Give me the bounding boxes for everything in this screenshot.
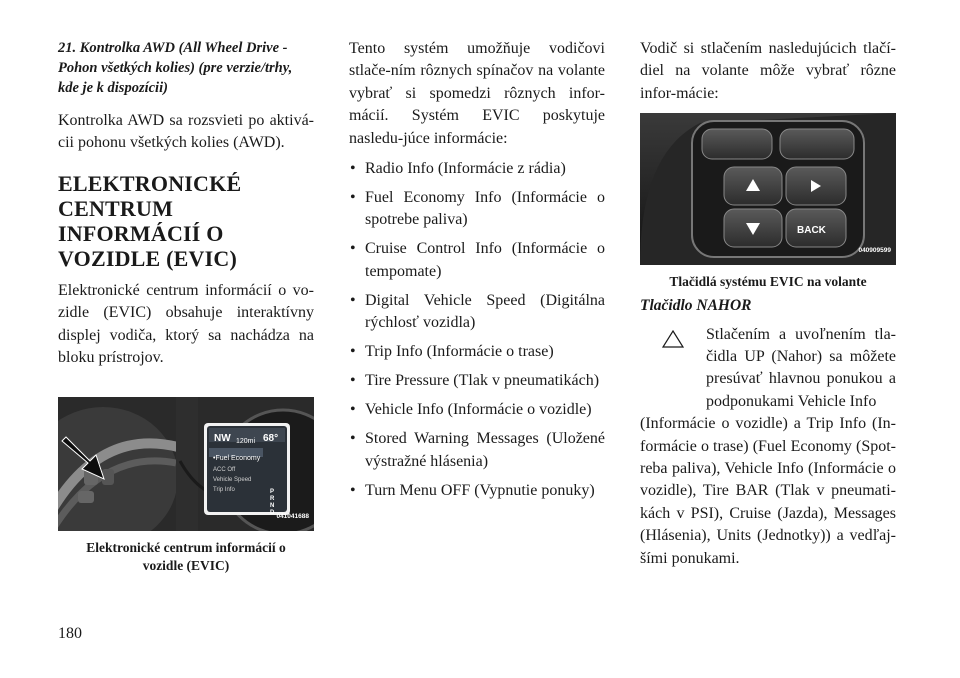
display-menu-item: •Fuel Economy xyxy=(213,455,261,463)
list-item: • Fuel Economy Info (Informácie o spotrebe paliva) xyxy=(349,187,605,232)
column-left xyxy=(58,38,314,575)
list-item: • Trip Info (Informácie o trase) xyxy=(349,341,605,363)
gear-letter: N xyxy=(270,503,275,510)
evic-intro: Elektronické centrum informácií o vo-zidle (EVIC) obsahuje interaktívny displej vodiča, ktorý sa nachádza na bloku prístrojov. xyxy=(58,281,314,367)
evic-title-line: CENTRUM xyxy=(58,195,174,221)
list-item: • Digital Vehicle Speed (Digitálna rýchlosť vozidla) xyxy=(349,290,605,335)
page-number: 180 xyxy=(58,625,82,642)
evic-cluster-figure xyxy=(58,397,314,531)
gear-letter: P xyxy=(270,489,275,496)
caption-line: Elektronické centrum informácií o xyxy=(86,540,286,556)
list-item: • Turn Menu OFF (Vypnutie ponuky) xyxy=(349,480,605,502)
list-item: • Stored Warning Messages (Uložené výstražné hlásenia) xyxy=(349,428,605,473)
evic-system-intro: Tento systém umožňuje vodičovi stlače-ním rôznych spínačov na volante vybrať si spomedzi rôznych infor-mácií. Systém EVIC poskytuje nasledu-júce informácie: xyxy=(349,40,605,147)
list-item: • Vehicle Info (Informácie o vozidle) xyxy=(349,399,605,421)
evic-title-line: INFORMÁCIÍ O xyxy=(58,220,224,246)
display-menu-item: ACC Off xyxy=(213,467,236,474)
section-heading-awd: 21. Kontrolka AWD (All Wheel Drive - Pohon všetkých kolies) (pre verzie/trhy, kde je k dispozícii) xyxy=(58,40,293,96)
column-right xyxy=(640,38,896,570)
evic-title-line: ELEKTRONICKÉ xyxy=(58,170,242,196)
display-range: 120mi xyxy=(236,438,256,446)
up-button-heading: Tlačidlo NAHOR xyxy=(640,297,752,315)
evic-title xyxy=(58,171,314,271)
column-middle xyxy=(349,38,605,509)
list-item: • Radio Info (Informácie z rádia) xyxy=(349,158,605,180)
list-item: • Cruise Control Info (Informácie o tempomate) xyxy=(349,238,605,283)
display-heading: NW xyxy=(214,433,231,445)
evic-title-line: VOZIDLE (EVIC) xyxy=(58,245,237,271)
steering-buttons-figure xyxy=(640,113,896,265)
display-menu-item: Vehicle Speed xyxy=(213,477,252,484)
caption-line: vozidle (EVIC) xyxy=(142,558,230,574)
evic-info-list xyxy=(349,158,605,502)
figure-code: 041041688 xyxy=(276,513,309,521)
buttons-figure-caption: Tlačidlá systému EVIC na volante xyxy=(669,274,867,290)
up-button-glyph xyxy=(640,324,706,414)
buttons-intro: Vodič si stlačením nasledujúcich tlačí-diel na volante môže vybrať rôzne infor-mácie: xyxy=(640,40,896,102)
up-button-text: Stlačením a uvoľnením tla-čidla UP (Nahor) sa môžete presúvať hlavnou ponukou a podponukami Vehicle Info xyxy=(706,325,896,410)
display-temperature: 68° xyxy=(263,433,279,445)
up-button-text-continued: (Informácie o vozidle) a Trip Info (In-formácie o trase) (Fuel Economy (Spot-reba paliva), Vehicle Info (Informácie o vozidle), Tire BAR (Tlak v pneumati-kách v PSI), Cruise (Jazda), Messages (Hlásenia), Units (Jednotky)) a vedľaj-šími ponukami. xyxy=(640,415,896,567)
up-triangle-icon xyxy=(662,330,684,348)
awd-description: Kontrolka AWD sa rozsvieti po aktivá-cii pohonu všetkých kolies (AWD). xyxy=(58,112,314,152)
figure-code: 040909599 xyxy=(858,246,891,254)
back-button-label: BACK xyxy=(797,225,826,237)
gear-letter: D xyxy=(270,510,275,517)
evic-figure-caption xyxy=(58,539,314,575)
display-menu-item: Trip Info xyxy=(213,487,235,494)
list-item: • Tire Pressure (Tlak v pneumatikách) xyxy=(349,370,605,392)
up-button-block xyxy=(640,324,896,414)
gear-letter: R xyxy=(270,496,275,503)
